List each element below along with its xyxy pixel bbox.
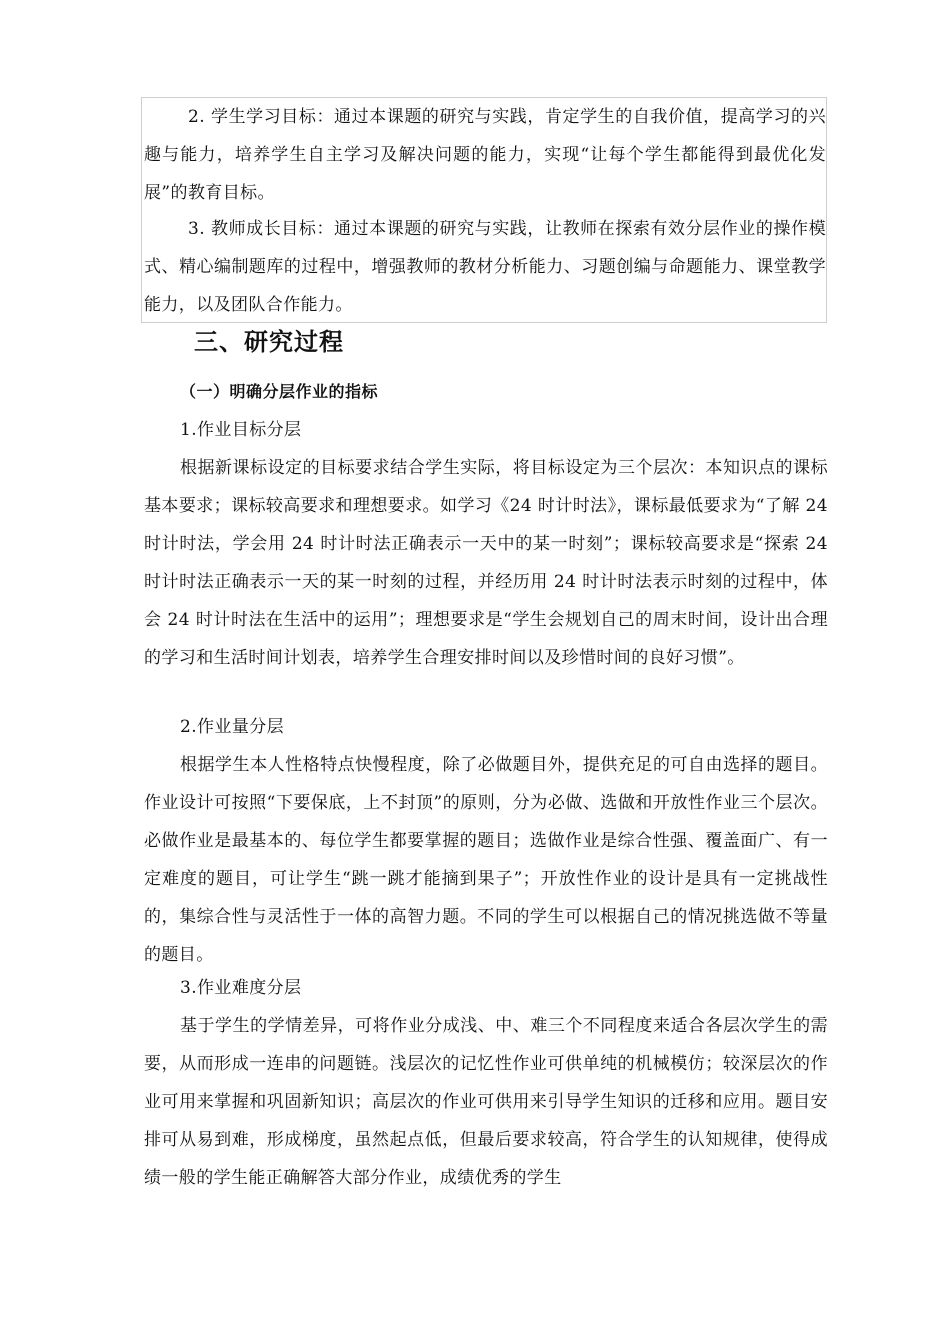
item-heading-goal: 1.作业目标分层: [180, 420, 302, 440]
objective-teacher: 3. 教师成长目标：通过本课题的研究与实践，让教师在探索有效分层作业的操作模式、精心编制题库的过程中，增强教师的教材分析能力、习题创编与命题能力、课堂教学能力，以及团队合作能力。: [144, 219, 826, 315]
item-heading-difficulty: 3.作业难度分层: [180, 978, 302, 998]
item-heading-amount: 2.作业量分层: [180, 717, 285, 737]
objective-student: 2. 学生学习目标：通过本课题的研究与实践，肯定学生的自我价值，提高学习的兴趣与能力，培养学生自主学习及解决问题的能力，实现“让每个学生都能得到最优化发展”的教育目标。: [144, 107, 826, 203]
item-text-difficulty: 基于学生的学情差异，可将作业分成浅、中、难三个不同程度来适合各层次学生的需要，从而形成一连串的问题链。浅层次的记忆性作业可供单纯的机械模仿；较深层次的作业可用来掌握和巩固新知识；高层次的作业可供用来引导学生知识的迁移和应用。题目安排可从易到难，形成梯度，虽然起点低，但最后要求较高，符合学生的认知规律，使得成绩一般的学生能正确解答大部分作业，成绩优秀的学生: [144, 1016, 828, 1188]
item-text-goal: 根据新课标设定的目标要求结合学生实际，将目标设定为三个层次：本知识点的课标基本要求；课标较高要求和理想要求。如学习《24 时计时法》，课标最低要求为“了解 24 时计时法，学会用 24 时计时法正确表示一天中的某一时刻”；课标较高要求是“探索 24 时计时法正确表示一天的某一时刻的过程，并经历用 24 时计时法表示时刻的过程中，体会 24 时计时法在生活中的运用”；理想要求是“学生会规划自己的周末时间，设计出合理的学习和生活时间计划表，培养学生合理安排时间以及珍惜时间的良好习惯”。: [144, 458, 828, 668]
subsection-title: （一）明确分层作业的指标: [180, 382, 379, 401]
section-title: 三、研究过程: [194, 328, 344, 356]
item-text-amount: 根据学生本人性格特点快慢程度，除了必做题目外，提供充足的可自由选择的题目。作业设计可按照“下要保底，上不封顶”的原则，分为必做、选做和开放性作业三个层次。必做作业是最基本的、每位学生都要掌握的题目；选做作业是综合性强、覆盖面广、有一定难度的题目，可让学生“跳一跳才能摘到果子”；开放性作业的设计是具有一定挑战性的，集综合性与灵活性于一体的高智力题。不同的学生可以根据自己的情况挑选做不等量的题目。: [144, 755, 828, 965]
